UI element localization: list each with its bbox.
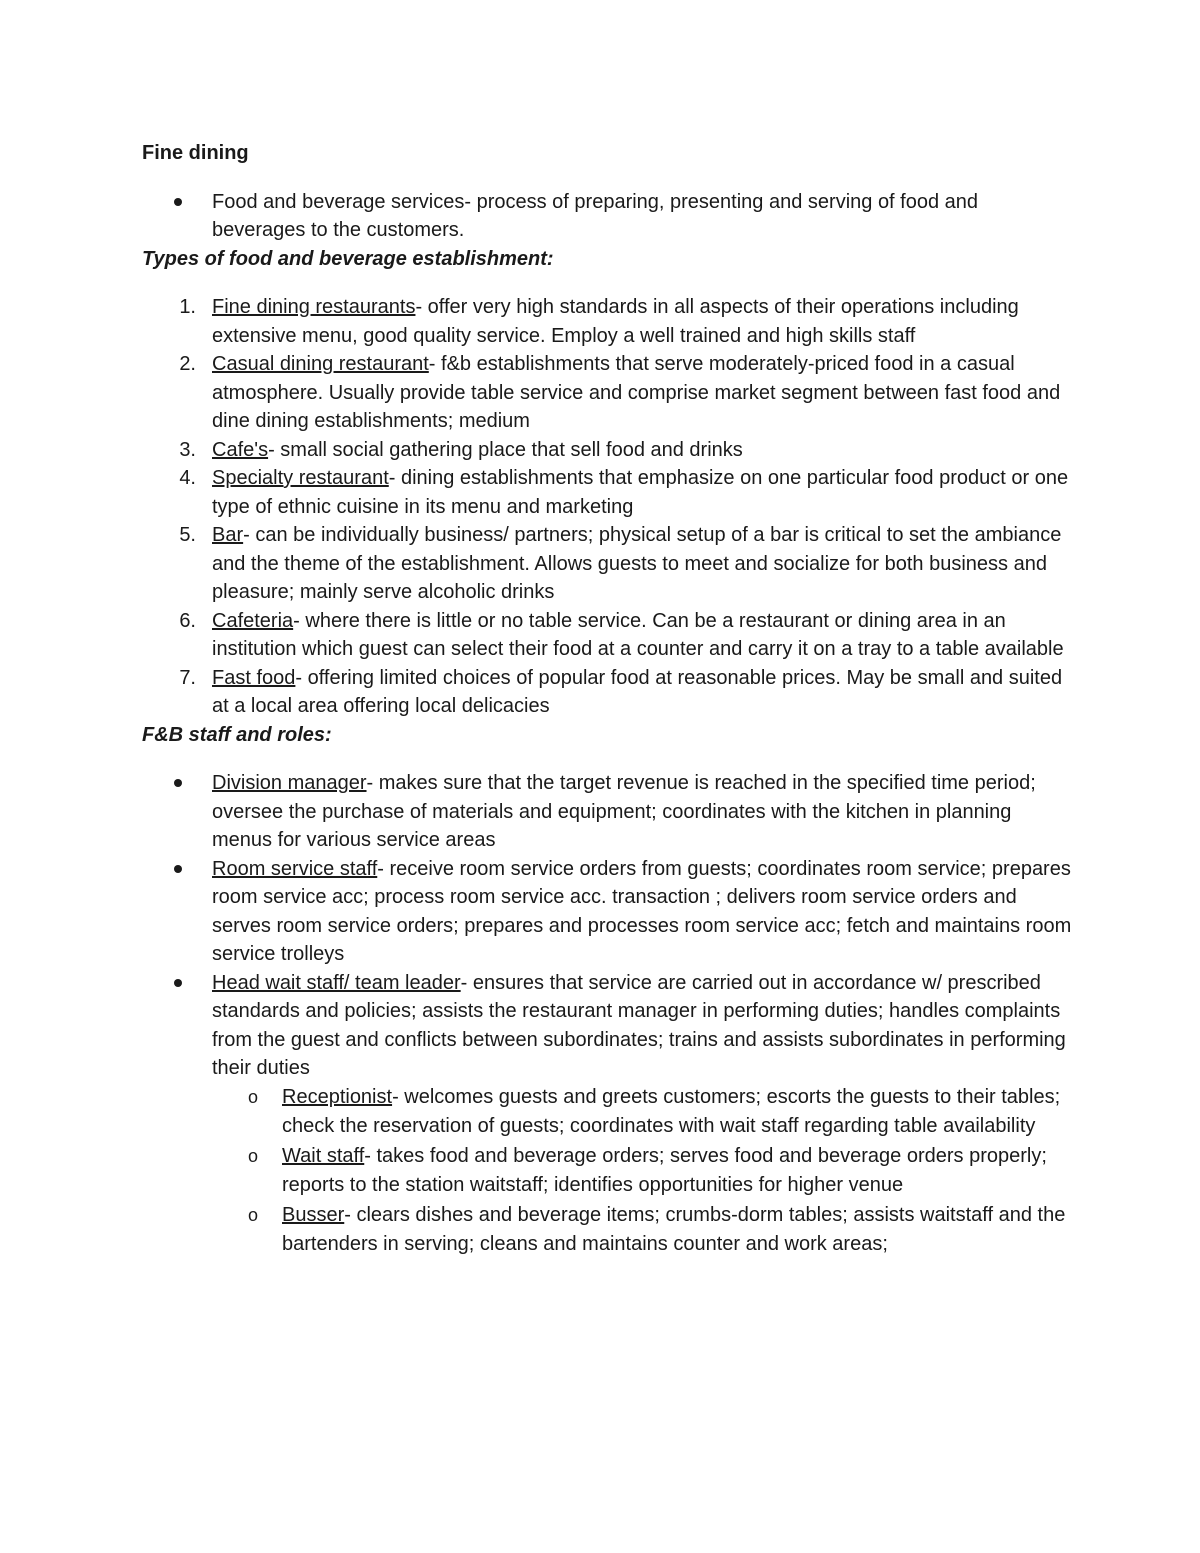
list-number: 3. (179, 438, 196, 461)
sub-list-item-text: - welcomes guests and greets customers; escorts the guests to their tables; check the reservation of guests; coordinates with wait staff regarding table availability (282, 1085, 1061, 1137)
bullet-icon (174, 979, 182, 987)
list-item-term: Fine dining restaurants (212, 296, 416, 318)
list-item (142, 969, 1072, 1083)
staff-roles-list (142, 769, 1072, 1083)
list-number: 5. (179, 524, 196, 546)
list-item-text: - ensures that service are carried out in accordance w/ prescribed standards and policies; assists the restaurant manager in performing duties; handles complaints from the guest and conflicts between subordinates; trains and assists subordinates in performing their duties (212, 971, 1066, 1079)
list-item-text: - f&b establishments that serve moderately-priced food in a casual atmosphere. Usually provide table service and comprise market segment between fast food and dine dining establishments; medium (212, 353, 1061, 432)
list-item (142, 188, 1072, 245)
sub-list-item (142, 1142, 1072, 1201)
list-item-text: - makes sure that the target revenue is reached in the specified time period; oversee the purchase of materials and equipment; coordinates with the kitchen in planning menus for various service areas (212, 772, 1036, 851)
list-item-term: Head wait staff/ team leader (212, 971, 461, 994)
list-item-text: - small social gathering place that sell food and drinks (268, 438, 743, 461)
sub-list-item-term: Busser (282, 1203, 345, 1226)
section-heading-staff-roles: F&B staff and roles: (142, 723, 332, 746)
list-item (142, 607, 1072, 664)
list-item-term: Division manager (212, 772, 367, 794)
sub-list-item-term: Receptionist (282, 1085, 393, 1108)
list-item-text: Food and beverage services- process of preparing, presenting and serving of food and beverages to the customers. (212, 190, 979, 241)
list-item-term: Cafe's (212, 438, 269, 461)
sub-list-item-term: Wait staff (282, 1144, 365, 1167)
list-item-text: - dining establishments that emphasize on one particular food product or one type of ethnic cuisine in its menu and marketing (212, 467, 1069, 518)
list-item-text: - receive room service orders from guests; coordinates room service; prepares room service acc; process room service acc. transaction ; delivers room service orders and serves room service orders; prepares and processes room service acc; fetch and maintains room service trolleys (212, 857, 1072, 965)
list-item-term: Cafeteria (212, 609, 294, 632)
head-wait-staff-sublist (142, 1083, 1072, 1260)
section-heading-types: Types of food and beverage establishment: (142, 247, 554, 270)
list-item (142, 769, 1072, 855)
section-heading-fine-dining: Fine dining (142, 142, 249, 164)
list-item (142, 521, 1072, 607)
list-item-text: - offering limited choices of popular food at reasonable prices. May be small and suited at a local area offering local delicacies (212, 666, 1063, 717)
list-item (142, 350, 1072, 436)
list-item-term: Room service staff (212, 857, 378, 880)
list-item (142, 436, 1072, 465)
list-item (142, 464, 1072, 521)
list-number: 7. (179, 666, 196, 689)
list-item (142, 664, 1072, 721)
list-item-text: - can be individually business/ partners; physical setup of a bar is critical to set the ambiance and the theme of the establishment. Allows guests to meet and socialize for both business and pleasure; mainly serve alcoholic drinks (212, 524, 1062, 603)
sub-list-item-text: - clears dishes and beverage items; crumbs-dorm tables; assists waitstaff and the bartenders in serving; cleans and maintains counter and work areas; (282, 1203, 1066, 1255)
list-item-term: Casual dining restaurant (212, 353, 429, 375)
list-item-term: Bar (212, 524, 244, 546)
list-number: 4. (179, 467, 196, 489)
list-number: 6. (179, 609, 196, 632)
establishment-types-list (142, 293, 1072, 721)
fine-dining-list (142, 188, 1072, 245)
list-item-term: Specialty restaurant (212, 467, 389, 489)
sub-list-item (142, 1083, 1072, 1142)
sub-list-item-text: - takes food and beverage orders; serves food and beverage orders properly; reports to the station waitstaff; identifies opportunities for higher venue (282, 1144, 1047, 1196)
list-item (142, 293, 1072, 350)
sub-bullet-icon: o (248, 1145, 259, 1166)
bullet-icon (174, 198, 182, 206)
list-item (142, 855, 1072, 969)
list-item-text: - where there is little or no table service. Can be a restaurant or dining area in an institution which guest can select their food at a counter and carry it on a tray to a table available (212, 609, 1064, 660)
list-number: 1. (179, 296, 196, 318)
list-item-term: Fast food (212, 666, 296, 689)
list-number: 2. (179, 353, 196, 375)
sub-bullet-icon: o (248, 1204, 259, 1225)
list-item-text: - offer very high standards in all aspects of their operations including extensive menu, good quality service. Employ a well trained and high skills staff (212, 296, 1019, 347)
bullet-icon (174, 865, 182, 873)
sub-bullet-icon: o (248, 1086, 259, 1107)
sub-list-item (142, 1201, 1072, 1260)
document-body (142, 139, 1072, 1260)
bullet-icon (174, 779, 182, 787)
